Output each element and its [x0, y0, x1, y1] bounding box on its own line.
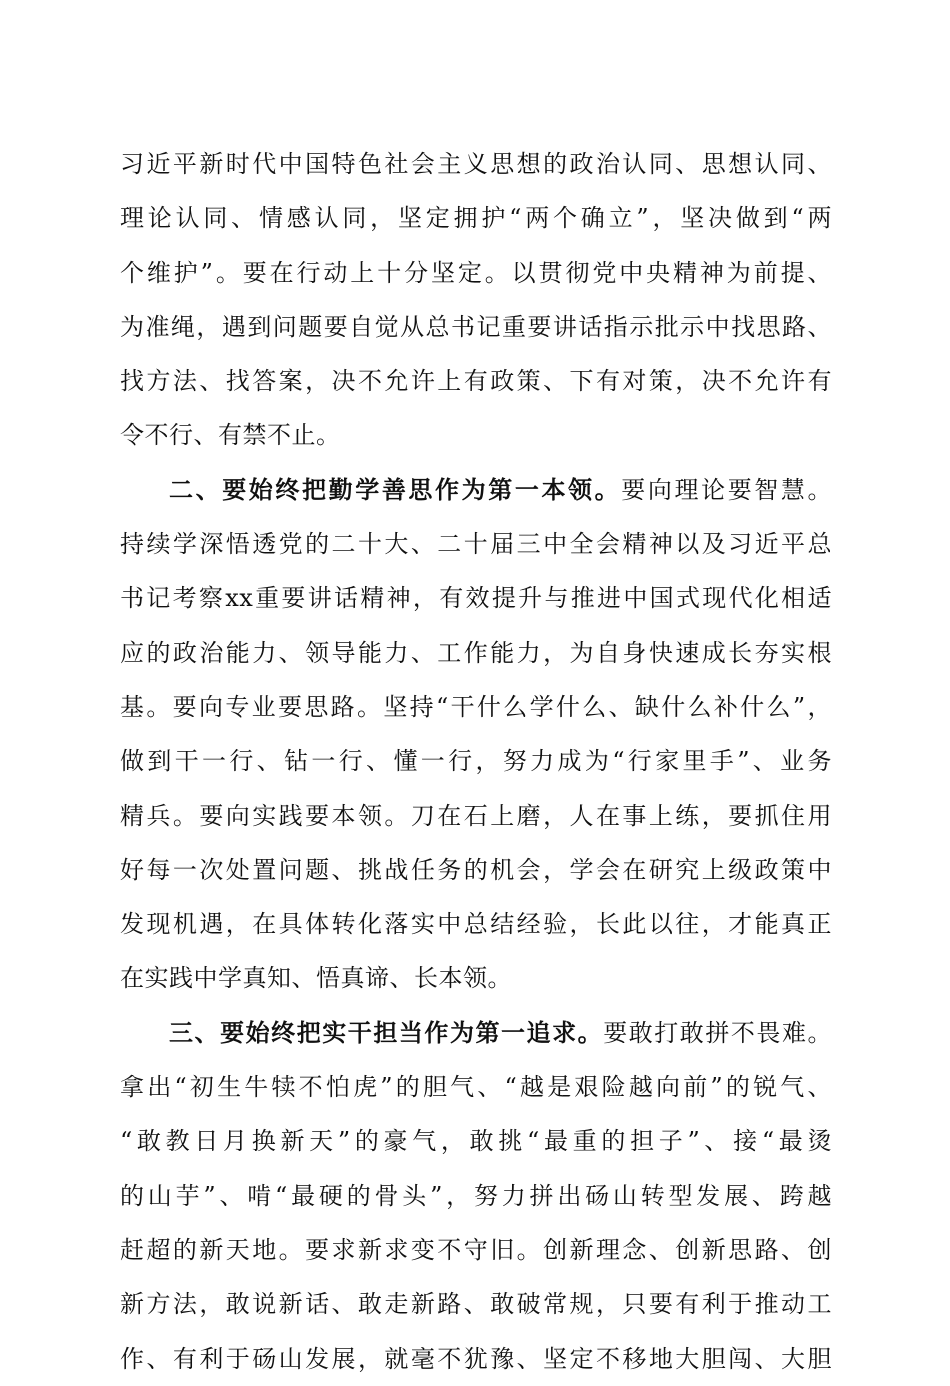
- paragraph-3-line-7: 作、有利于砀山发展，就毫不犹豫、坚定不移地大胆闯、大胆: [120, 1344, 832, 1373]
- paragraph-2-line-4: 应的政治能力、领导能力、工作能力，为自身快速成长夯实根: [120, 638, 832, 667]
- paragraph-1-line-1: 习近平新时代中国特色社会主义思想的政治认同、思想认同、: [120, 150, 832, 178]
- section-2-lead-text: 要向理论要智慧。: [621, 475, 833, 504]
- paragraph-3-line-3: “敢教日月换新天”的豪气，敢挑“最重的担子”、接“最烫: [120, 1127, 832, 1156]
- paragraph-2-line-2: 持续学深悟透党的二十大、二十届三中全会精神以及习近平总: [120, 530, 832, 559]
- paragraph-2-line-10: 在实践中学真知、悟真谛、长本领。: [120, 964, 512, 993]
- body-text: [120, 137, 832, 1386]
- paragraph-2-line-5: 基。要向专业要思路。坚持“干什么学什么、缺什么补什么”，: [120, 692, 832, 721]
- paragraph-2-line-7: 精兵。要向实践要本领。刀在石上磨，人在事上练，要抓住用: [120, 801, 832, 830]
- paragraph-1-line-5: 找方法、找答案，决不允许上有政策、下有对策，决不允许有: [120, 367, 832, 396]
- paragraph-2-line-3: 书记考察xx重要讲话精神，有效提升与推进中国式现代化相适: [120, 584, 832, 613]
- paragraph-1-line-2: 理论认同、情感认同，坚定拥护“两个确立”，坚决做到“两: [120, 204, 832, 233]
- paragraph-2-line-6: 做到干一行、钻一行、懂一行，努力成为“行家里手”、业务: [120, 747, 832, 776]
- paragraph-1-line-6: 令不行、有禁不止。: [120, 421, 341, 450]
- paragraph-3-line-2: 拿出“初生牛犊不怕虎”的胆气、“越是艰险越向前”的锐气、: [120, 1073, 832, 1102]
- section-3-lead-text: 要敢打敢拼不畏难。: [603, 1018, 833, 1047]
- paragraph-1-line-3: 个维护”。要在行动上十分坚定。以贯彻党中央精神为前提、: [120, 258, 832, 287]
- paragraph-1-line-4: 为准绳，遇到问题要自觉从总书记重要讲话指示批示中找思路、: [120, 312, 832, 341]
- section-2-heading: 二、要始终把勤学善思作为第一本领。: [169, 475, 622, 504]
- section-3-first-line: [120, 1006, 832, 1060]
- paragraph-2-line-9: 发现机遇，在具体转化落实中总结经验，长此以往，才能真正: [120, 910, 832, 939]
- paragraph-2-line-8: 好每一次处置问题、挑战任务的机会，学会在研究上级政策中: [120, 855, 832, 884]
- section-3-heading: 三、要始终把实干担当作为第一追求。: [169, 1018, 604, 1047]
- paragraph-3-line-6: 新方法，敢说新话、敢走新路、敢破常规，只要有利于推动工: [120, 1290, 832, 1319]
- section-2-first-line: [120, 463, 832, 517]
- paragraph-3-line-4: 的山芋”、啃“最硬的骨头”，努力拼出砀山转型发展、跨越: [120, 1181, 832, 1210]
- paragraph-3-line-5: 赶超的新天地。要求新求变不守旧。创新理念、创新思路、创: [120, 1235, 832, 1264]
